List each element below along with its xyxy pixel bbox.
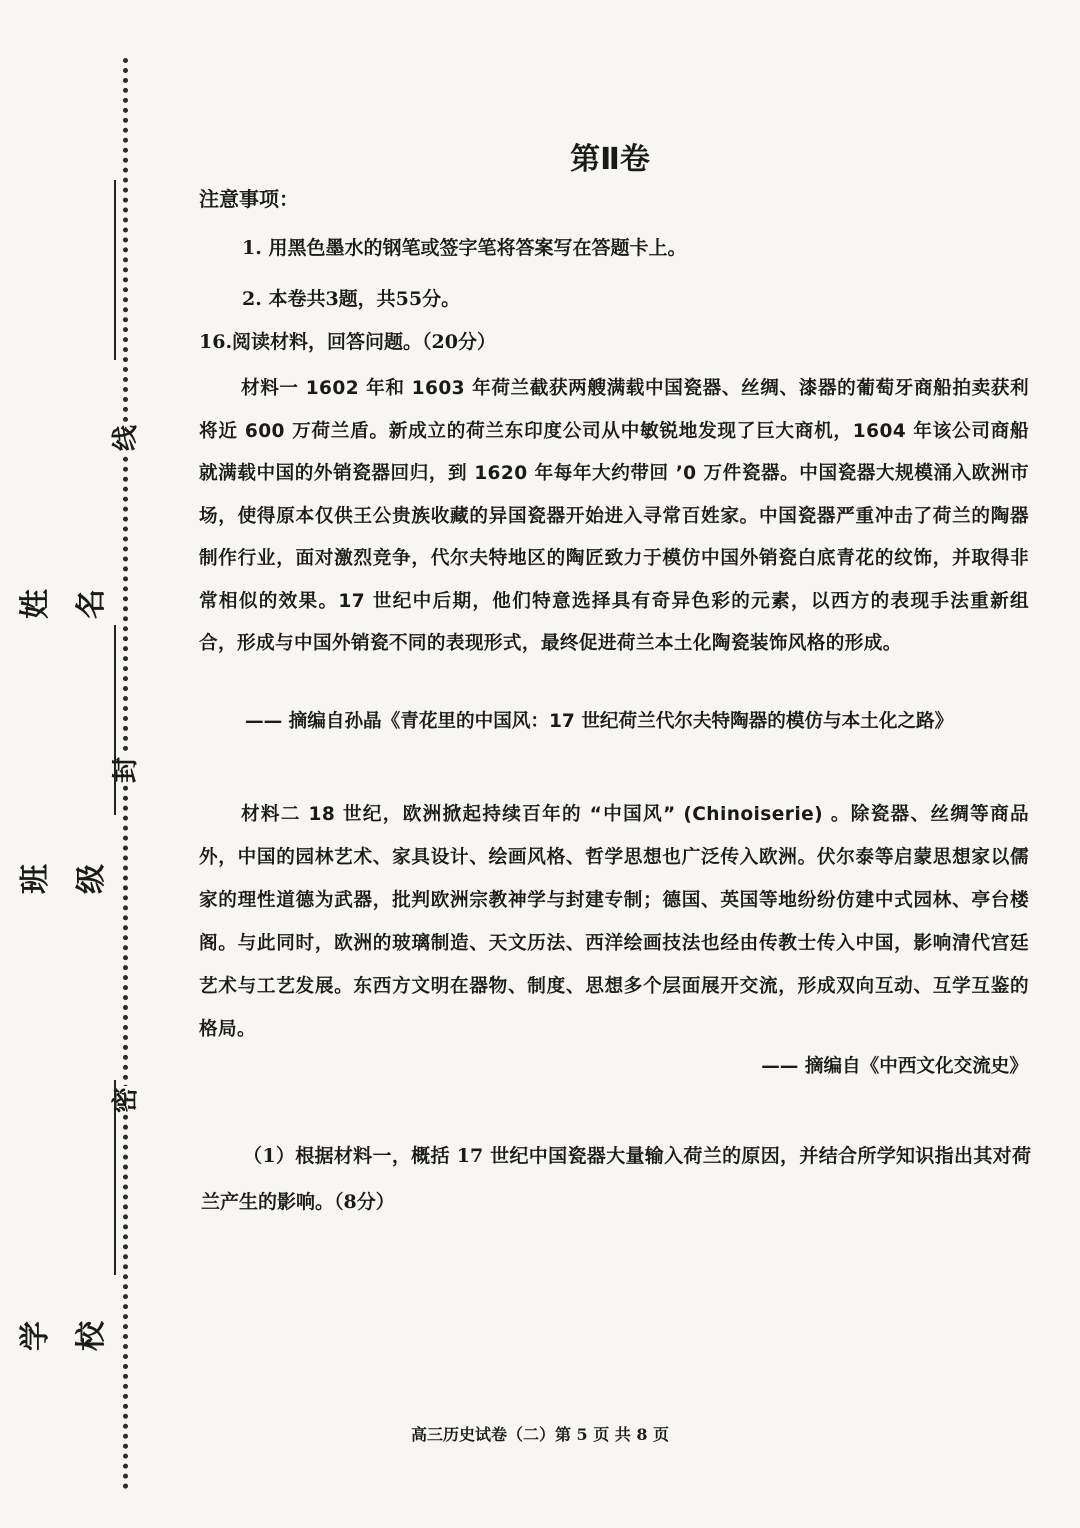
material-2-source: —— 摘编自《中西文化交流史》 <box>761 1056 1028 1077</box>
school-label: 学校 <box>18 1321 109 1351</box>
material-2-text: 材料二 18 世纪，欧洲掀起持续百年的 “中国风” (Chinoiserie) 。除瓷器、丝绸等商品外，中国的园林艺术、家具设计、绘画风格、哲学思想也广泛传入欧洲。伏尔泰等启蒙思想家以儒家的理性道德为武器，批判欧洲宗教神学与封建专制；德国、英国等地纷纷仿建中式园林、亭台楼阁。与此同时，欧洲的玻璃制造、天文历法、西洋绘画技法也经由传教士传入中国，影响清代宫廷艺术与工艺发展。东西方文明在器物、制度、思想多个层面展开交流，形成双向互动、互学互鉴的格局。 <box>199 804 1029 1040</box>
material-1-text: 材料一 1602 年和 1603 年荷兰截获两艘满载中国瓷器、丝绸、漆器的葡萄牙商船拍卖获利将近 600 万荷兰盾。新成立的荷兰东印度公司从中敏锐地发现了巨大商机，1604 年该公司商船就满载中国的外销瓷器回归，到 1620 年每年大约带回 ’0 万件瓷器。中国瓷器大规模涌入欧洲市场，使得原本仅供王公贵族收藏的异国瓷器开始进入寻常百姓家。中国瓷器严重冲击了荷兰的陶器制作行业，面对激烈竞争，代尔夫特地区的陶匠致力于模仿中国外销瓷白底青花的纹饰，并取得非常相似的效果。17 世纪中后期，他们特意选择具有奇异色彩的元素，以西方的表现手法重新组合，形成与中国外销瓷不同的表现形式，最终促进荷兰本土化陶瓷装饰风格的形成。 <box>199 378 1029 654</box>
notice-heading: 注意事项： <box>199 187 299 211</box>
notice-item-1: 1. 用黑色墨水的钢笔或签字笔将答案写在答题卡上。 <box>242 237 687 259</box>
name-write-line[interactable] <box>114 180 116 360</box>
seal-char-xian: 线 <box>108 424 144 452</box>
question-16-heading: 16.阅读材料，回答问题。（20分） <box>199 331 496 353</box>
class-write-line[interactable] <box>114 625 116 815</box>
school-write-line[interactable] <box>114 1080 116 1275</box>
class-label: 班级 <box>18 864 109 894</box>
notice-item-2: 2. 本卷共3题，共55分。 <box>242 288 461 310</box>
page-footer: 高三历史试卷（二）第 5 页 共 8 页 <box>410 1425 670 1444</box>
seal-char-feng: 封 <box>108 756 144 784</box>
material-1-source: —— 摘编自孙晶《青花里的中国风：17 世纪荷兰代尔夫特陶器的模仿与本土化之路》 <box>245 711 954 732</box>
seal-char-mi: 密 <box>108 1086 144 1114</box>
name-label: 姓名 <box>18 589 109 619</box>
section-title: 第Ⅱ卷 <box>570 142 650 177</box>
sub-question-1: （1）根据材料一，概括 17 世纪中国瓷器大量输入荷兰的原因，并结合所学知识指出其对荷兰产生的影响。（8分） <box>201 1145 1031 1213</box>
